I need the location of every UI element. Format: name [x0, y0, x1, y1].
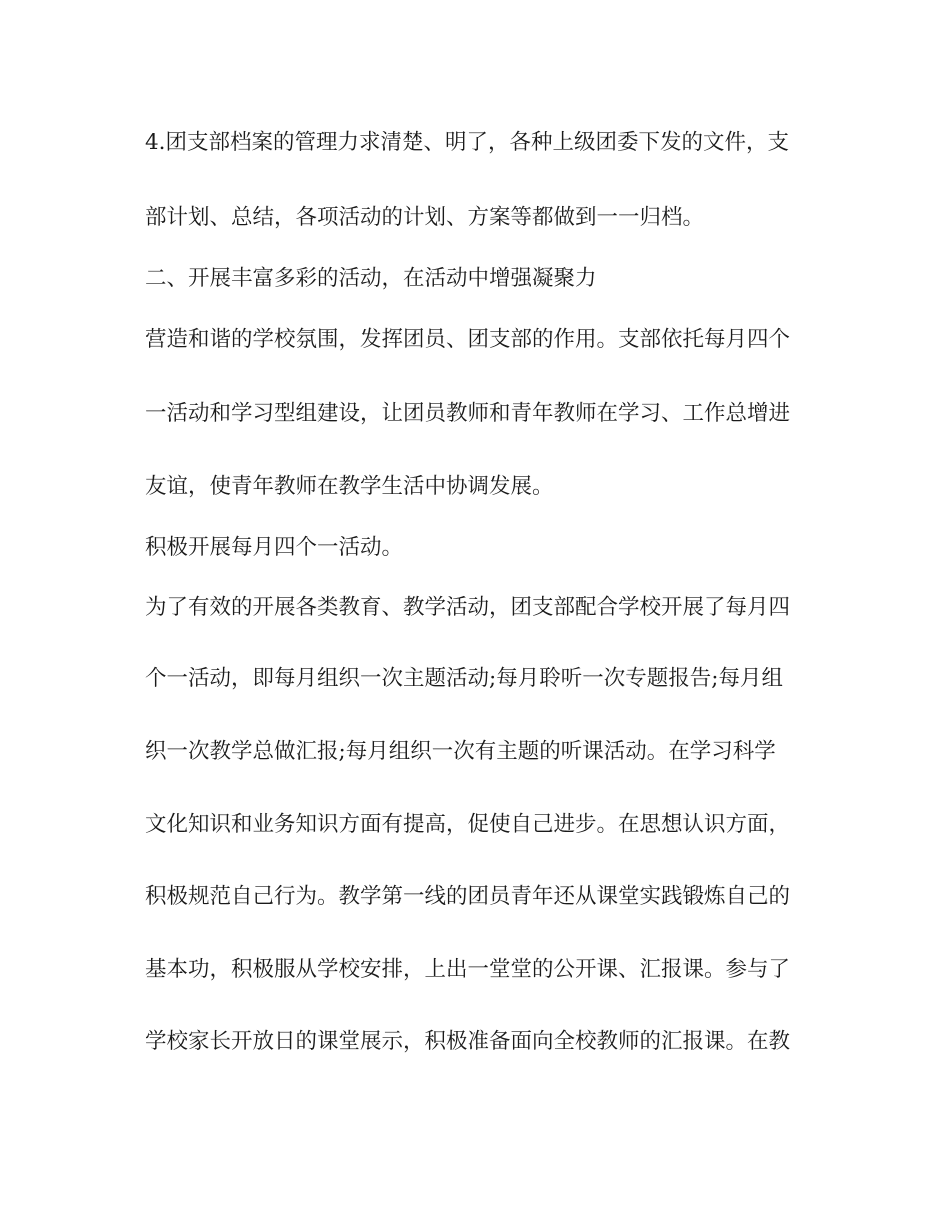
- section-heading: 二、开展丰富多彩的活动，在活动中增强凝聚力: [145, 266, 597, 291]
- text-line: 一活动和学习型组建设，让团员教师和青年教师在学习、工作总增进: [145, 401, 791, 426]
- text-line: 为了有效的开展各类教育、教学活动，团支部配合学校开展了每月四: [145, 595, 791, 620]
- text-line: 积极开展每月四个一活动。: [145, 535, 404, 560]
- text-line: 织一次教学总做汇报;每月组织一次有主题的听课活动。在学习科学: [145, 739, 776, 764]
- text-line: 基本功，积极服从学校安排，上出一堂堂的公开课、汇报课。参与了: [145, 957, 791, 982]
- text-line: 4.团支部档案的管理力求清楚、明了，各种上级团委下发的文件，支: [145, 130, 790, 155]
- text-line: 部计划、总结，各项活动的计划、方案等都做到一一归档。: [145, 205, 705, 230]
- text-line: 文化知识和业务知识方面有提高，促使自己进步。在思想认识方面，: [145, 812, 791, 837]
- text-line: 营造和谐的学校氛围，发挥团员、团支部的作用。支部依托每月四个: [145, 327, 791, 352]
- text-line: 个一活动，即每月组织一次主题活动;每月聆听一次专题报告;每月组: [145, 666, 783, 691]
- text-line: 友谊，使青年教师在教学生活中协调发展。: [145, 474, 554, 499]
- text-line: 学校家长开放日的课堂展示，积极准备面向全校教师的汇报课。在教: [145, 1029, 791, 1054]
- text-line: 积极规范自己行为。教学第一线的团员青年还从课堂实践锻炼自己的: [145, 884, 791, 909]
